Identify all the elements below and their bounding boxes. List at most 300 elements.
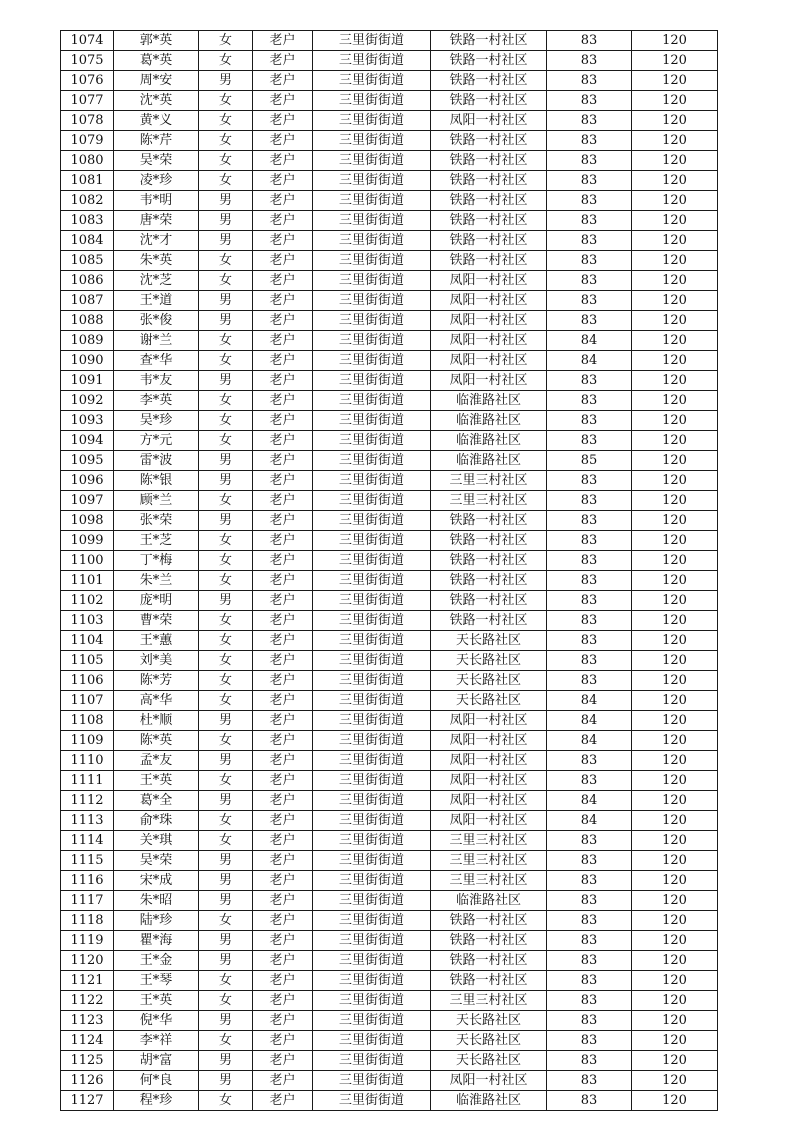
table-row bbox=[61, 991, 718, 1011]
cell-community: 铁路一村社区 bbox=[431, 31, 547, 51]
cell-street: 三里街街道 bbox=[313, 871, 431, 891]
cell-street: 三里街街道 bbox=[313, 711, 431, 731]
table-row bbox=[61, 551, 718, 571]
cell-community: 三里三村社区 bbox=[431, 471, 547, 491]
cell-amount: 120 bbox=[632, 371, 718, 391]
cell-serial-number: 1102 bbox=[61, 591, 114, 611]
cell-gender: 女 bbox=[199, 631, 253, 651]
cell-household-type: 老户 bbox=[253, 251, 313, 271]
table-row bbox=[61, 591, 718, 611]
cell-gender: 男 bbox=[199, 1051, 253, 1071]
cell-gender: 女 bbox=[199, 811, 253, 831]
cell-gender: 女 bbox=[199, 911, 253, 931]
cell-age: 83 bbox=[547, 31, 632, 51]
cell-person-name: 关*琪 bbox=[114, 831, 199, 851]
cell-street: 三里街街道 bbox=[313, 151, 431, 171]
cell-community: 三里三村社区 bbox=[431, 831, 547, 851]
table-row bbox=[61, 891, 718, 911]
cell-person-name: 沈*才 bbox=[114, 231, 199, 251]
cell-amount: 120 bbox=[632, 51, 718, 71]
cell-household-type: 老户 bbox=[253, 151, 313, 171]
table-row bbox=[61, 31, 718, 51]
cell-person-name: 张*荣 bbox=[114, 511, 199, 531]
cell-household-type: 老户 bbox=[253, 951, 313, 971]
cell-amount: 120 bbox=[632, 171, 718, 191]
cell-gender: 男 bbox=[199, 311, 253, 331]
cell-community: 铁路一村社区 bbox=[431, 511, 547, 531]
roster-body bbox=[61, 31, 718, 1111]
cell-household-type: 老户 bbox=[253, 111, 313, 131]
cell-age: 83 bbox=[547, 371, 632, 391]
cell-amount: 120 bbox=[632, 1031, 718, 1051]
cell-community: 铁路一村社区 bbox=[431, 611, 547, 631]
cell-serial-number: 1077 bbox=[61, 91, 114, 111]
cell-age: 83 bbox=[547, 651, 632, 671]
cell-person-name: 韦*明 bbox=[114, 191, 199, 211]
cell-age: 83 bbox=[547, 531, 632, 551]
cell-person-name: 凌*珍 bbox=[114, 171, 199, 191]
cell-household-type: 老户 bbox=[253, 971, 313, 991]
cell-gender: 女 bbox=[199, 431, 253, 451]
cell-community: 凤阳一村社区 bbox=[431, 751, 547, 771]
cell-amount: 120 bbox=[632, 1051, 718, 1071]
cell-household-type: 老户 bbox=[253, 531, 313, 551]
cell-street: 三里街街道 bbox=[313, 691, 431, 711]
cell-serial-number: 1086 bbox=[61, 271, 114, 291]
cell-household-type: 老户 bbox=[253, 471, 313, 491]
cell-person-name: 谢*兰 bbox=[114, 331, 199, 351]
cell-street: 三里街街道 bbox=[313, 351, 431, 371]
cell-street: 三里街街道 bbox=[313, 591, 431, 611]
cell-gender: 女 bbox=[199, 611, 253, 631]
cell-amount: 120 bbox=[632, 231, 718, 251]
cell-person-name: 李*英 bbox=[114, 391, 199, 411]
cell-street: 三里街街道 bbox=[313, 111, 431, 131]
cell-community: 铁路一村社区 bbox=[431, 251, 547, 271]
cell-household-type: 老户 bbox=[253, 691, 313, 711]
cell-amount: 120 bbox=[632, 991, 718, 1011]
cell-street: 三里街街道 bbox=[313, 1071, 431, 1091]
cell-age: 83 bbox=[547, 391, 632, 411]
cell-household-type: 老户 bbox=[253, 491, 313, 511]
cell-amount: 120 bbox=[632, 731, 718, 751]
cell-street: 三里街街道 bbox=[313, 1091, 431, 1111]
cell-serial-number: 1123 bbox=[61, 1011, 114, 1031]
cell-street: 三里街街道 bbox=[313, 91, 431, 111]
cell-community: 天长路社区 bbox=[431, 671, 547, 691]
cell-gender: 男 bbox=[199, 591, 253, 611]
cell-household-type: 老户 bbox=[253, 311, 313, 331]
table-row bbox=[61, 611, 718, 631]
cell-person-name: 俞*珠 bbox=[114, 811, 199, 831]
cell-person-name: 顾*兰 bbox=[114, 491, 199, 511]
cell-household-type: 老户 bbox=[253, 271, 313, 291]
cell-street: 三里街街道 bbox=[313, 931, 431, 951]
cell-household-type: 老户 bbox=[253, 351, 313, 371]
table-row bbox=[61, 351, 718, 371]
table-row bbox=[61, 731, 718, 751]
cell-community: 临淮路社区 bbox=[431, 431, 547, 451]
cell-amount: 120 bbox=[632, 391, 718, 411]
cell-gender: 女 bbox=[199, 771, 253, 791]
cell-serial-number: 1120 bbox=[61, 951, 114, 971]
cell-household-type: 老户 bbox=[253, 571, 313, 591]
cell-age: 83 bbox=[547, 591, 632, 611]
table-row bbox=[61, 111, 718, 131]
table-row bbox=[61, 671, 718, 691]
cell-community: 临淮路社区 bbox=[431, 891, 547, 911]
cell-community: 天长路社区 bbox=[431, 691, 547, 711]
cell-community: 天长路社区 bbox=[431, 651, 547, 671]
cell-person-name: 王*琴 bbox=[114, 971, 199, 991]
table-row bbox=[61, 151, 718, 171]
cell-amount: 120 bbox=[632, 791, 718, 811]
cell-amount: 120 bbox=[632, 771, 718, 791]
cell-gender: 女 bbox=[199, 131, 253, 151]
cell-age: 83 bbox=[547, 1051, 632, 1071]
cell-age: 83 bbox=[547, 871, 632, 891]
table-row bbox=[61, 191, 718, 211]
cell-amount: 120 bbox=[632, 191, 718, 211]
cell-gender: 女 bbox=[199, 551, 253, 571]
cell-amount: 120 bbox=[632, 1011, 718, 1031]
cell-street: 三里街街道 bbox=[313, 211, 431, 231]
cell-serial-number: 1117 bbox=[61, 891, 114, 911]
cell-household-type: 老户 bbox=[253, 991, 313, 1011]
cell-amount: 120 bbox=[632, 891, 718, 911]
cell-serial-number: 1089 bbox=[61, 331, 114, 351]
cell-person-name: 李*祥 bbox=[114, 1031, 199, 1051]
cell-serial-number: 1104 bbox=[61, 631, 114, 651]
cell-household-type: 老户 bbox=[253, 931, 313, 951]
cell-age: 83 bbox=[547, 951, 632, 971]
cell-household-type: 老户 bbox=[253, 1051, 313, 1071]
cell-serial-number: 1127 bbox=[61, 1091, 114, 1111]
cell-gender: 男 bbox=[199, 291, 253, 311]
cell-street: 三里街街道 bbox=[313, 271, 431, 291]
cell-household-type: 老户 bbox=[253, 811, 313, 831]
cell-household-type: 老户 bbox=[253, 631, 313, 651]
cell-street: 三里街街道 bbox=[313, 411, 431, 431]
table-row bbox=[61, 251, 718, 271]
cell-serial-number: 1084 bbox=[61, 231, 114, 251]
table-row bbox=[61, 971, 718, 991]
cell-amount: 120 bbox=[632, 531, 718, 551]
table-row bbox=[61, 471, 718, 491]
cell-person-name: 宋*成 bbox=[114, 871, 199, 891]
cell-serial-number: 1101 bbox=[61, 571, 114, 591]
cell-community: 天长路社区 bbox=[431, 1051, 547, 1071]
cell-street: 三里街街道 bbox=[313, 51, 431, 71]
cell-street: 三里街街道 bbox=[313, 471, 431, 491]
cell-community: 铁路一村社区 bbox=[431, 131, 547, 151]
cell-age: 83 bbox=[547, 411, 632, 431]
cell-person-name: 朱*英 bbox=[114, 251, 199, 271]
cell-person-name: 陈*芳 bbox=[114, 671, 199, 691]
cell-community: 铁路一村社区 bbox=[431, 211, 547, 231]
cell-gender: 女 bbox=[199, 271, 253, 291]
cell-age: 83 bbox=[547, 1091, 632, 1111]
cell-serial-number: 1092 bbox=[61, 391, 114, 411]
table-row bbox=[61, 231, 718, 251]
cell-serial-number: 1096 bbox=[61, 471, 114, 491]
cell-household-type: 老户 bbox=[253, 511, 313, 531]
cell-street: 三里街街道 bbox=[313, 951, 431, 971]
cell-street: 三里街街道 bbox=[313, 771, 431, 791]
cell-serial-number: 1125 bbox=[61, 1051, 114, 1071]
table-row bbox=[61, 651, 718, 671]
table-row bbox=[61, 71, 718, 91]
cell-age: 83 bbox=[547, 1071, 632, 1091]
cell-amount: 120 bbox=[632, 111, 718, 131]
table-row bbox=[61, 491, 718, 511]
cell-street: 三里街街道 bbox=[313, 191, 431, 211]
table-row bbox=[61, 1011, 718, 1031]
cell-household-type: 老户 bbox=[253, 331, 313, 351]
cell-age: 83 bbox=[547, 891, 632, 911]
cell-age: 83 bbox=[547, 991, 632, 1011]
cell-street: 三里街街道 bbox=[313, 611, 431, 631]
cell-street: 三里街街道 bbox=[313, 451, 431, 471]
cell-community: 凤阳一村社区 bbox=[431, 811, 547, 831]
cell-community: 铁路一村社区 bbox=[431, 571, 547, 591]
cell-age: 83 bbox=[547, 631, 632, 651]
table-row bbox=[61, 851, 718, 871]
cell-gender: 男 bbox=[199, 951, 253, 971]
cell-street: 三里街街道 bbox=[313, 971, 431, 991]
cell-person-name: 沈*芝 bbox=[114, 271, 199, 291]
cell-community: 铁路一村社区 bbox=[431, 71, 547, 91]
cell-serial-number: 1106 bbox=[61, 671, 114, 691]
cell-community: 三里三村社区 bbox=[431, 851, 547, 871]
cell-serial-number: 1122 bbox=[61, 991, 114, 1011]
cell-community: 铁路一村社区 bbox=[431, 191, 547, 211]
table-row bbox=[61, 391, 718, 411]
cell-amount: 120 bbox=[632, 351, 718, 371]
cell-community: 铁路一村社区 bbox=[431, 531, 547, 551]
cell-gender: 女 bbox=[199, 351, 253, 371]
cell-person-name: 王*英 bbox=[114, 991, 199, 1011]
cell-street: 三里街街道 bbox=[313, 71, 431, 91]
cell-community: 临淮路社区 bbox=[431, 391, 547, 411]
cell-person-name: 丁*梅 bbox=[114, 551, 199, 571]
cell-street: 三里街街道 bbox=[313, 911, 431, 931]
cell-person-name: 周*安 bbox=[114, 71, 199, 91]
cell-age: 83 bbox=[547, 611, 632, 631]
table-row bbox=[61, 411, 718, 431]
cell-person-name: 刘*美 bbox=[114, 651, 199, 671]
table-row bbox=[61, 691, 718, 711]
cell-amount: 120 bbox=[632, 131, 718, 151]
cell-community: 铁路一村社区 bbox=[431, 231, 547, 251]
table-row bbox=[61, 211, 718, 231]
cell-serial-number: 1081 bbox=[61, 171, 114, 191]
cell-age: 83 bbox=[547, 431, 632, 451]
cell-household-type: 老户 bbox=[253, 911, 313, 931]
table-row bbox=[61, 271, 718, 291]
cell-street: 三里街街道 bbox=[313, 431, 431, 451]
cell-serial-number: 1095 bbox=[61, 451, 114, 471]
cell-community: 临淮路社区 bbox=[431, 411, 547, 431]
cell-amount: 120 bbox=[632, 611, 718, 631]
cell-age: 83 bbox=[547, 471, 632, 491]
cell-household-type: 老户 bbox=[253, 651, 313, 671]
cell-person-name: 胡*富 bbox=[114, 1051, 199, 1071]
table-row bbox=[61, 871, 718, 891]
cell-age: 83 bbox=[547, 751, 632, 771]
cell-age: 84 bbox=[547, 811, 632, 831]
cell-street: 三里街街道 bbox=[313, 331, 431, 351]
table-row bbox=[61, 811, 718, 831]
cell-age: 83 bbox=[547, 571, 632, 591]
cell-household-type: 老户 bbox=[253, 391, 313, 411]
cell-household-type: 老户 bbox=[253, 211, 313, 231]
cell-amount: 120 bbox=[632, 211, 718, 231]
cell-serial-number: 1114 bbox=[61, 831, 114, 851]
cell-serial-number: 1109 bbox=[61, 731, 114, 751]
cell-amount: 120 bbox=[632, 311, 718, 331]
cell-household-type: 老户 bbox=[253, 891, 313, 911]
cell-serial-number: 1082 bbox=[61, 191, 114, 211]
cell-gender: 男 bbox=[199, 871, 253, 891]
cell-person-name: 方*元 bbox=[114, 431, 199, 451]
cell-age: 83 bbox=[547, 671, 632, 691]
cell-household-type: 老户 bbox=[253, 851, 313, 871]
cell-community: 铁路一村社区 bbox=[431, 931, 547, 951]
cell-age: 84 bbox=[547, 731, 632, 751]
cell-gender: 男 bbox=[199, 1071, 253, 1091]
cell-household-type: 老户 bbox=[253, 431, 313, 451]
table-row bbox=[61, 91, 718, 111]
cell-community: 铁路一村社区 bbox=[431, 151, 547, 171]
cell-serial-number: 1087 bbox=[61, 291, 114, 311]
cell-amount: 120 bbox=[632, 71, 718, 91]
cell-serial-number: 1110 bbox=[61, 751, 114, 771]
cell-serial-number: 1108 bbox=[61, 711, 114, 731]
cell-household-type: 老户 bbox=[253, 451, 313, 471]
table-row bbox=[61, 1031, 718, 1051]
cell-serial-number: 1103 bbox=[61, 611, 114, 631]
cell-amount: 120 bbox=[632, 291, 718, 311]
cell-amount: 120 bbox=[632, 871, 718, 891]
table-row bbox=[61, 911, 718, 931]
cell-person-name: 王*芝 bbox=[114, 531, 199, 551]
cell-amount: 120 bbox=[632, 751, 718, 771]
cell-community: 铁路一村社区 bbox=[431, 51, 547, 71]
cell-community: 铁路一村社区 bbox=[431, 971, 547, 991]
cell-serial-number: 1093 bbox=[61, 411, 114, 431]
cell-street: 三里街街道 bbox=[313, 791, 431, 811]
cell-amount: 120 bbox=[632, 831, 718, 851]
cell-gender: 男 bbox=[199, 71, 253, 91]
cell-gender: 男 bbox=[199, 791, 253, 811]
cell-gender: 女 bbox=[199, 651, 253, 671]
cell-street: 三里街街道 bbox=[313, 491, 431, 511]
table-row bbox=[61, 791, 718, 811]
cell-serial-number: 1099 bbox=[61, 531, 114, 551]
cell-community: 铁路一村社区 bbox=[431, 91, 547, 111]
cell-person-name: 吴*荣 bbox=[114, 851, 199, 871]
cell-gender: 女 bbox=[199, 531, 253, 551]
cell-gender: 女 bbox=[199, 571, 253, 591]
cell-person-name: 吴*荣 bbox=[114, 151, 199, 171]
cell-gender: 男 bbox=[199, 1011, 253, 1031]
cell-serial-number: 1091 bbox=[61, 371, 114, 391]
cell-serial-number: 1079 bbox=[61, 131, 114, 151]
cell-community: 凤阳一村社区 bbox=[431, 711, 547, 731]
cell-street: 三里街街道 bbox=[313, 731, 431, 751]
cell-household-type: 老户 bbox=[253, 871, 313, 891]
table-row bbox=[61, 451, 718, 471]
cell-household-type: 老户 bbox=[253, 371, 313, 391]
cell-amount: 120 bbox=[632, 971, 718, 991]
table-row bbox=[61, 831, 718, 851]
cell-street: 三里街街道 bbox=[313, 571, 431, 591]
table-row bbox=[61, 171, 718, 191]
cell-person-name: 王*英 bbox=[114, 771, 199, 791]
cell-community: 凤阳一村社区 bbox=[431, 351, 547, 371]
cell-gender: 女 bbox=[199, 691, 253, 711]
cell-street: 三里街街道 bbox=[313, 671, 431, 691]
cell-serial-number: 1097 bbox=[61, 491, 114, 511]
cell-age: 83 bbox=[547, 171, 632, 191]
cell-community: 凤阳一村社区 bbox=[431, 271, 547, 291]
cell-community: 铁路一村社区 bbox=[431, 551, 547, 571]
cell-amount: 120 bbox=[632, 411, 718, 431]
cell-gender: 女 bbox=[199, 391, 253, 411]
cell-age: 83 bbox=[547, 831, 632, 851]
cell-person-name: 郭*英 bbox=[114, 31, 199, 51]
table-row bbox=[61, 331, 718, 351]
cell-age: 83 bbox=[547, 191, 632, 211]
cell-community: 铁路一村社区 bbox=[431, 911, 547, 931]
cell-street: 三里街街道 bbox=[313, 291, 431, 311]
cell-gender: 女 bbox=[199, 411, 253, 431]
cell-gender: 女 bbox=[199, 971, 253, 991]
cell-person-name: 杜*顺 bbox=[114, 711, 199, 731]
cell-amount: 120 bbox=[632, 91, 718, 111]
cell-amount: 120 bbox=[632, 711, 718, 731]
cell-person-name: 王*蕙 bbox=[114, 631, 199, 651]
cell-person-name: 倪*华 bbox=[114, 1011, 199, 1031]
cell-gender: 女 bbox=[199, 991, 253, 1011]
cell-gender: 女 bbox=[199, 171, 253, 191]
cell-community: 凤阳一村社区 bbox=[431, 791, 547, 811]
cell-gender: 男 bbox=[199, 211, 253, 231]
cell-amount: 120 bbox=[632, 931, 718, 951]
cell-age: 84 bbox=[547, 351, 632, 371]
cell-gender: 女 bbox=[199, 251, 253, 271]
cell-household-type: 老户 bbox=[253, 1011, 313, 1031]
cell-person-name: 孟*友 bbox=[114, 751, 199, 771]
cell-street: 三里街街道 bbox=[313, 511, 431, 531]
cell-street: 三里街街道 bbox=[313, 1051, 431, 1071]
cell-community: 天长路社区 bbox=[431, 1011, 547, 1031]
cell-amount: 120 bbox=[632, 811, 718, 831]
cell-serial-number: 1111 bbox=[61, 771, 114, 791]
cell-serial-number: 1080 bbox=[61, 151, 114, 171]
cell-serial-number: 1118 bbox=[61, 911, 114, 931]
table-row bbox=[61, 291, 718, 311]
cell-gender: 女 bbox=[199, 331, 253, 351]
cell-age: 83 bbox=[547, 251, 632, 271]
cell-age: 83 bbox=[547, 211, 632, 231]
cell-community: 临淮路社区 bbox=[431, 1091, 547, 1111]
cell-community: 三里三村社区 bbox=[431, 491, 547, 511]
cell-person-name: 张*俊 bbox=[114, 311, 199, 331]
cell-serial-number: 1083 bbox=[61, 211, 114, 231]
cell-household-type: 老户 bbox=[253, 1071, 313, 1091]
